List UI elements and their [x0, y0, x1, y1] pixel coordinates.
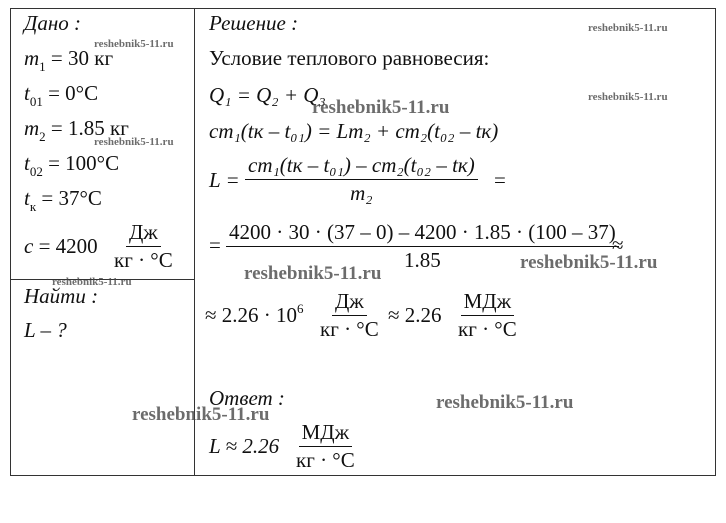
watermark: reshebnik5-11.ru — [94, 38, 174, 50]
watermark: reshebnik5-11.ru — [132, 404, 270, 425]
equation-L-equals: = — [494, 168, 506, 192]
equation-L-lhs: L = — [209, 168, 240, 192]
given-t02: $t_{02} = 100^\circ C$ — [24, 151, 120, 179]
given-tk: $t_к = 37^\circ C$ — [24, 186, 102, 214]
given-m2: $m_2 = 1.85$ кг — [24, 116, 129, 144]
equation-heat-balance: Q₁ = Q₂ + Q₃ — [209, 83, 326, 107]
calc-lhs: = — [209, 233, 221, 257]
watermark: reshebnik5-11.ru — [52, 276, 132, 288]
answer-value: L ≈ 2.26 — [209, 434, 280, 458]
answer-header: Ответ : — [209, 386, 285, 410]
equation-expanded: cm₁(tк – t₀₁) = Lm₂ + cm₂(t₀₂ – tк) — [209, 119, 499, 143]
find-question: L – ? — [24, 318, 67, 342]
equation-L-fraction: cm₁(tк – t₀₁) – cm₂(t₀₂ – tк) m₂ — [245, 153, 478, 205]
watermark: reshebnik5-11.ru — [436, 392, 574, 413]
given-t01: $t_{01} = 0^\circ C$ — [24, 81, 99, 109]
find-header: Найти : — [24, 284, 99, 308]
watermark: reshebnik5-11.ru — [588, 91, 668, 103]
result-value-mj: ≈ 2.26 — [388, 303, 442, 327]
result-value: ≈ $2.26 \cdot 10^6$ — [205, 301, 304, 327]
calc-fraction: $\frac{4200 \cdot 30 \cdot (37 - 0) - 4200 \cdot 1.85 \cdot (100 - 37)}{1.85}$ — [226, 220, 619, 272]
given-header: Дано : — [24, 11, 82, 35]
watermark: reshebnik5-11.ru — [312, 97, 450, 118]
result-unit-mj: МДж кг · °C — [458, 289, 517, 341]
given-m1: $m_1 = 30$ кг — [24, 46, 114, 74]
given-c-unit: Дж кг · °C — [114, 220, 173, 272]
result-unit: Дж кг · °C — [320, 289, 379, 341]
answer-unit: МДж кг · °C — [296, 420, 355, 472]
watermark: reshebnik5-11.ru — [588, 22, 668, 34]
watermark: reshebnik5-11.ru — [520, 252, 658, 273]
watermark: reshebnik5-11.ru — [94, 136, 174, 148]
solution-condition: Условие теплового равновесия: — [209, 46, 490, 70]
solution-header: Решение : — [209, 11, 299, 35]
given-c: c = 4200 — [24, 234, 98, 258]
watermark: reshebnik5-11.ru — [244, 263, 382, 284]
calc-approx: ≈ — [612, 233, 624, 257]
